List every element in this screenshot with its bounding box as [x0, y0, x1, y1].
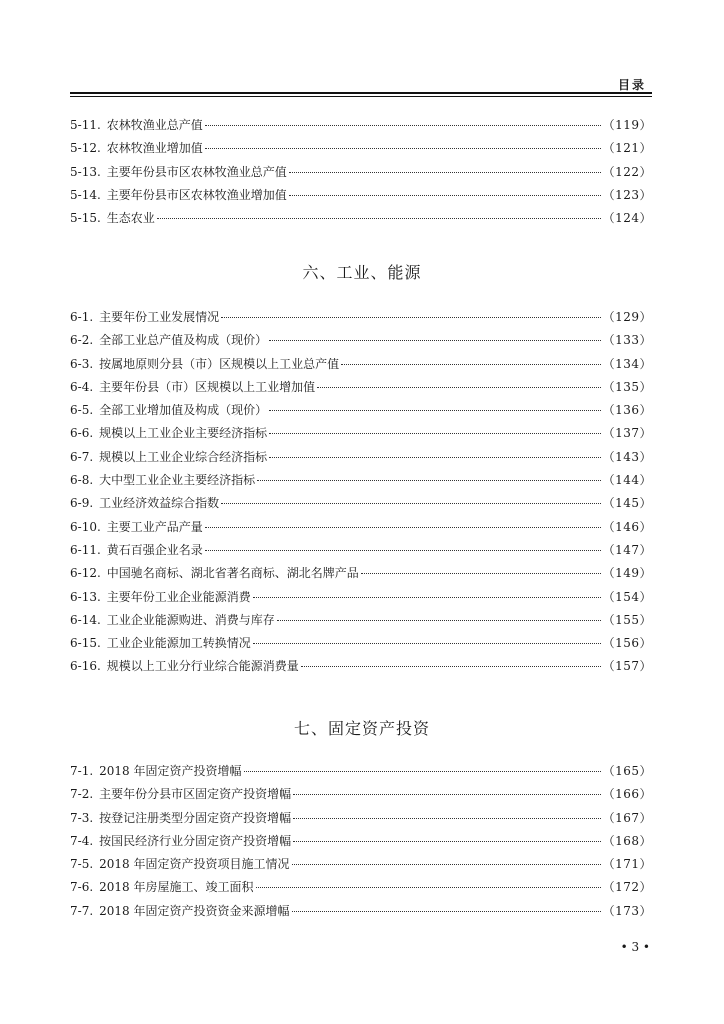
toc-entry[interactable]: [70, 116, 652, 139]
toc-entry[interactable]: [70, 139, 652, 162]
toc-entry-page: （166）: [602, 787, 652, 802]
toc-entry-title: 主要年份县（市）区规模以上工业增加值: [99, 379, 316, 394]
toc-section-agriculture: [70, 116, 652, 232]
toc-entry-number: 6-10.: [70, 519, 101, 534]
toc-entry-title: 规模以上工业分行业综合能源消费量: [106, 659, 299, 674]
toc-entry-page: （144）: [602, 473, 652, 488]
toc-entry[interactable]: [70, 163, 652, 186]
toc-entry[interactable]: [70, 855, 652, 878]
toc-entry[interactable]: [70, 355, 652, 378]
toc-entry-number: 6-5.: [70, 403, 94, 418]
dot-leader: [269, 433, 600, 434]
dot-leader: [205, 527, 601, 528]
toc-entry[interactable]: [70, 611, 652, 634]
toc-entry-title: 全部工业总产值及构成（现价）: [99, 333, 268, 348]
toc-entry[interactable]: [70, 588, 652, 611]
toc-entry-number: 7-2.: [70, 787, 94, 802]
toc-entry-page: （156）: [602, 636, 652, 651]
header-rule-thin: [70, 96, 652, 97]
toc-entry-title: 中国驰名商标、湖北省著名商标、湖北名牌产品: [106, 566, 359, 581]
toc-entry-page: （149）: [602, 566, 652, 581]
toc-entry[interactable]: [70, 878, 652, 901]
dot-leader: [269, 340, 600, 341]
toc-entry-title: 规模以上工业企业主要经济指标: [99, 426, 268, 441]
dot-leader: [221, 317, 600, 318]
toc-entry-title: 按登记注册类型分固定资产投资增幅: [99, 810, 292, 825]
toc-entry-title: 工业经济效益综合指数: [99, 496, 220, 511]
toc-entry-title: 主要工业产品产量: [106, 519, 203, 534]
toc-entry-page: （136）: [602, 403, 652, 418]
dot-leader: [317, 387, 600, 388]
toc-section-industry: [70, 308, 652, 681]
toc-entry-number: 6-2.: [70, 333, 94, 348]
toc-entry-page: （143）: [602, 449, 652, 464]
toc-entry-title: 农林牧渔业增加值: [106, 141, 203, 156]
toc-entry-number: 5-12.: [70, 141, 101, 156]
toc-entry-page: （129）: [602, 310, 652, 324]
toc-entry[interactable]: [70, 785, 652, 808]
toc-entry-number: 6-13.: [70, 589, 101, 604]
toc-entry-page: （145）: [602, 496, 652, 511]
toc-entry-number: 7-6.: [70, 880, 94, 895]
dot-leader: [293, 841, 600, 842]
dot-leader: [292, 864, 601, 865]
toc-entry[interactable]: [70, 471, 652, 494]
toc-entry[interactable]: [70, 378, 652, 401]
toc-entry-number: 7-4.: [70, 833, 94, 848]
dot-leader: [289, 195, 601, 196]
toc-entry-number: 5-13.: [70, 164, 101, 179]
dot-leader: [253, 597, 601, 598]
toc-entry[interactable]: [70, 186, 652, 209]
toc-entry[interactable]: [70, 401, 652, 424]
toc-entry-page: （155）: [602, 612, 652, 627]
toc-entry[interactable]: [70, 657, 652, 680]
toc-entry-number: 7-7.: [70, 903, 94, 918]
dot-leader: [221, 503, 600, 504]
dot-leader: [301, 666, 601, 667]
toc-entry-number: 5-15.: [70, 211, 101, 226]
toc-entry[interactable]: [70, 424, 652, 447]
toc-entry-page: （146）: [602, 519, 652, 534]
toc-entry-title: 主要年份工业企业能源消费: [106, 589, 251, 604]
toc-entry[interactable]: [70, 209, 652, 232]
dot-leader: [157, 218, 601, 219]
toc-entry-page: （121）: [602, 141, 652, 156]
dot-leader: [256, 887, 601, 888]
section-heading-investment: 七、固定资产投资: [293, 719, 430, 738]
page-header-title: 目录: [617, 78, 646, 92]
toc-entry-title: 工业企业能源加工转换情况: [106, 636, 251, 651]
toc-entry[interactable]: [70, 448, 652, 471]
toc-entry[interactable]: [70, 518, 652, 541]
toc-entry-title: 大中型工业企业主要经济指标: [99, 473, 256, 488]
header-rule-thick: [70, 92, 652, 94]
toc-entry-title: 主要年份工业发展情况: [99, 310, 220, 324]
toc-entry[interactable]: [70, 832, 652, 855]
toc-entry-page: （124）: [602, 211, 652, 226]
toc-entry-title: 2018 年固定资产投资增幅: [99, 764, 242, 778]
toc-entry-title: 主要年份分县市区固定资产投资增幅: [99, 787, 292, 802]
toc-entry-number: 7-1.: [70, 764, 94, 778]
toc-entry-page: （147）: [602, 542, 652, 557]
toc-entry-title: 工业企业能源购进、消费与库存: [106, 612, 275, 627]
toc-entry[interactable]: [70, 902, 652, 925]
toc-entry-page: （157）: [602, 659, 652, 674]
toc-entry[interactable]: [70, 331, 652, 354]
toc-entry-number: 5-14.: [70, 187, 101, 202]
toc-entry-title: 主要年份县市区农林牧渔业增加值: [106, 187, 287, 202]
toc-entry-title: 农林牧渔业总产值: [106, 118, 203, 132]
toc-entry-number: 7-3.: [70, 810, 94, 825]
toc-entry-number: 6-14.: [70, 612, 101, 627]
dot-leader: [293, 794, 600, 795]
dot-leader: [293, 818, 600, 819]
toc-entry-page: （119）: [602, 118, 652, 132]
toc-entry[interactable]: [70, 564, 652, 587]
toc-entry-title: 2018 年固定资产投资资金来源增幅: [99, 903, 290, 918]
toc-entry-number: 6-8.: [70, 473, 94, 488]
dot-leader: [244, 771, 601, 772]
dot-leader: [277, 620, 601, 621]
dot-leader: [269, 457, 600, 458]
toc-entry-page: （154）: [602, 589, 652, 604]
toc-entry-title: 主要年份县市区农林牧渔业总产值: [106, 164, 287, 179]
toc-entry[interactable]: [70, 494, 652, 517]
toc-entry-page: （168）: [602, 833, 652, 848]
dot-leader: [269, 410, 600, 411]
toc-entry-title: 2018 年房屋施工、竣工面积: [99, 880, 254, 895]
toc-entry[interactable]: [70, 541, 652, 564]
toc-entry-page: （122）: [602, 164, 652, 179]
toc-entry-page: （137）: [602, 426, 652, 441]
toc-entry-number: 6-11.: [70, 542, 101, 557]
dot-leader: [361, 573, 601, 574]
toc-entry-number: 6-9.: [70, 496, 94, 511]
toc-entry-page: （165）: [602, 764, 652, 778]
section-heading-industry: 六、工业、能源: [302, 263, 422, 282]
toc-entry-page: （167）: [602, 810, 652, 825]
toc-entry-title: 按国民经济行业分固定资产投资增幅: [99, 833, 292, 848]
toc-entry-page: （123）: [602, 187, 652, 202]
toc-entry[interactable]: [70, 634, 652, 657]
dot-leader: [205, 148, 601, 149]
toc-entry-number: 6-6.: [70, 426, 94, 441]
toc-entry-title: 生态农业: [106, 211, 155, 226]
dot-leader: [289, 172, 601, 173]
toc-entry-page: （134）: [602, 356, 652, 371]
toc-entry-page: （173）: [602, 903, 652, 918]
dot-leader: [341, 364, 600, 365]
toc-entry-number: 6-4.: [70, 379, 94, 394]
toc-entry-title: 按属地原则分县（市）区规模以上工业总产值: [99, 356, 340, 371]
toc-entry-page: （171）: [602, 857, 652, 872]
toc-entry-number: 5-11.: [70, 118, 101, 132]
dot-leader: [205, 550, 601, 551]
toc-entry[interactable]: [70, 762, 652, 785]
toc-entry-number: 6-15.: [70, 636, 101, 651]
dot-leader: [257, 480, 600, 481]
toc-entry-title: 2018 年固定资产投资项目施工情况: [99, 857, 290, 872]
page-number: • 3 •: [620, 940, 650, 954]
toc-entry-number: 6-3.: [70, 356, 94, 371]
toc-entry-page: （172）: [602, 880, 652, 895]
toc-entry-number: 6-16.: [70, 659, 101, 674]
toc-entry-number: 6-1.: [70, 310, 94, 324]
toc-entry-page: （133）: [602, 333, 652, 348]
toc-section-investment: [70, 762, 652, 925]
toc-entry[interactable]: [70, 308, 652, 331]
dot-leader: [253, 643, 601, 644]
toc-entry-page: （135）: [602, 379, 652, 394]
toc-entry-number: 6-12.: [70, 566, 101, 581]
toc-entry[interactable]: [70, 809, 652, 832]
dot-leader: [292, 911, 601, 912]
dot-leader: [205, 125, 601, 126]
toc-entry-title: 黄石百强企业名录: [106, 542, 203, 557]
toc-entry-title: 全部工业增加值及构成（现价）: [99, 403, 268, 418]
toc-entry-title: 规模以上工业企业综合经济指标: [99, 449, 268, 464]
toc-entry-number: 6-7.: [70, 449, 94, 464]
toc-entry-number: 7-5.: [70, 857, 94, 872]
